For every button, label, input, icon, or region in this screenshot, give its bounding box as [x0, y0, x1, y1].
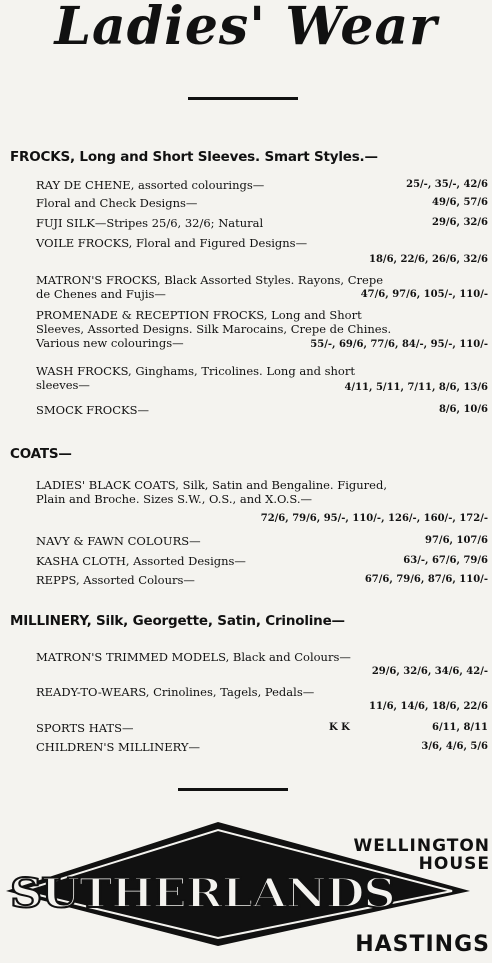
- item-prices: 29/6, 32/6, 34/6, 42/-: [371, 666, 488, 677]
- item-prices: 25/-, 35/-, 42/6: [406, 179, 488, 190]
- page-title: Ladies' Wear: [54, 0, 438, 57]
- address-line-2: HOUSE: [418, 854, 490, 874]
- item-text-continued: Various new colourings—: [36, 336, 184, 350]
- list-item: [36, 403, 490, 417]
- list-item: [36, 534, 490, 548]
- item-text: NAVY & FAWN COLOURS—: [36, 534, 201, 548]
- item-prices: 55/-, 69/6, 77/6, 84/-, 95/-, 110/-: [310, 339, 488, 350]
- item-text-continued: sleeves—: [36, 378, 90, 392]
- item-text: Floral and Check Designs—: [36, 196, 198, 210]
- item-text: WASH FROCKS, Ginghams, Tricolines. Long and short: [36, 364, 355, 378]
- list-item: [36, 478, 490, 526]
- item-prices: 29/6, 32/6: [431, 217, 488, 228]
- item-prices: 18/6, 22/6, 26/6, 32/6: [369, 254, 488, 265]
- title-divider: [188, 97, 298, 100]
- item-text: READY-TO-WEARS, Crinolines, Tagels, Pedals—: [36, 685, 315, 699]
- item-text: CHILDREN'S MILLINERY—: [36, 740, 201, 754]
- list-item: [36, 196, 490, 210]
- item-text: SPORTS HATS—: [36, 721, 134, 735]
- item-prices: 72/6, 79/6, 95/-, 110/-, 126/-, 160/-, 172/-: [260, 513, 488, 524]
- item-prices: 11/6, 14/6, 18/6, 22/6: [369, 701, 488, 712]
- footer-divider: [178, 788, 288, 791]
- section-heading-millinery: MILLINERY, Silk, Georgette, Satin, Crinoline—: [10, 613, 345, 629]
- item-text: MATRON'S FROCKS, Black Assorted Styles. Rayons, Crepe: [36, 273, 384, 287]
- list-item: [36, 178, 490, 192]
- section-heading-coats: COATS—: [10, 446, 72, 462]
- item-prices: 63/-, 67/6, 79/6: [403, 555, 488, 566]
- address-line-1: WELLINGTON: [353, 836, 490, 856]
- section-heading-frocks: FROCKS, Long and Short Sleeves. Smart Styles.—: [10, 149, 378, 165]
- item-text: RAY DE CHENE, assorted colourings—: [36, 178, 265, 192]
- item-text-continued: Sleeves, Assorted Designs. Silk Marocains, Crepe de Chines.: [36, 322, 392, 336]
- item-text: MATRON'S TRIMMED MODELS, Black and Colours—: [36, 650, 351, 664]
- item-prices: 8/6, 10/6: [438, 404, 488, 415]
- address-line-3: HASTINGS: [355, 932, 490, 957]
- list-item: [36, 573, 490, 587]
- item-text-continued: Plain and Broche. Sizes S.W., O.S., and X.O.S.—: [36, 492, 313, 506]
- list-item: [36, 216, 490, 230]
- item-prices: 47/6, 97/6, 105/-, 110/-: [360, 289, 488, 300]
- item-text: LADIES' BLACK COATS, Silk, Satin and Bengaline. Figured,: [36, 478, 387, 492]
- list-item: [36, 236, 490, 268]
- item-prices: 3/6, 4/6, 5/6: [421, 741, 488, 752]
- brand-name: SUTHERLANDS: [10, 870, 395, 917]
- item-text: VOILE FROCKS, Floral and Figured Designs—: [36, 236, 308, 250]
- item-prices: 67/6, 79/6, 87/6, 110/-: [364, 574, 488, 585]
- list-item: [36, 308, 490, 354]
- list-item: [36, 273, 490, 305]
- list-item: [36, 685, 490, 717]
- list-item: [36, 721, 490, 735]
- item-text: REPPS, Assorted Colours—: [36, 573, 195, 587]
- item-mark: K K: [329, 722, 350, 733]
- item-prices: 97/6, 107/6: [425, 535, 488, 546]
- store-logo: [0, 818, 492, 958]
- item-prices: 4/11, 5/11, 7/11, 8/6, 13/6: [344, 382, 488, 393]
- item-text: SMOCK FROCKS—: [36, 403, 149, 417]
- list-item: [36, 650, 490, 682]
- list-item: [36, 554, 490, 568]
- item-text: KASHA CLOTH, Assorted Designs—: [36, 554, 246, 568]
- item-text-continued: de Chenes and Fujis—: [36, 287, 166, 301]
- item-prices: 49/6, 57/6: [431, 197, 488, 208]
- item-text: FUJI SILK—Stripes 25/6, 32/6; Natural: [36, 216, 264, 230]
- list-item: [36, 364, 490, 396]
- item-prices: 6/11, 8/11: [431, 722, 488, 733]
- item-text: PROMENADE & RECEPTION FROCKS, Long and Short: [36, 308, 362, 322]
- list-item: [36, 740, 490, 754]
